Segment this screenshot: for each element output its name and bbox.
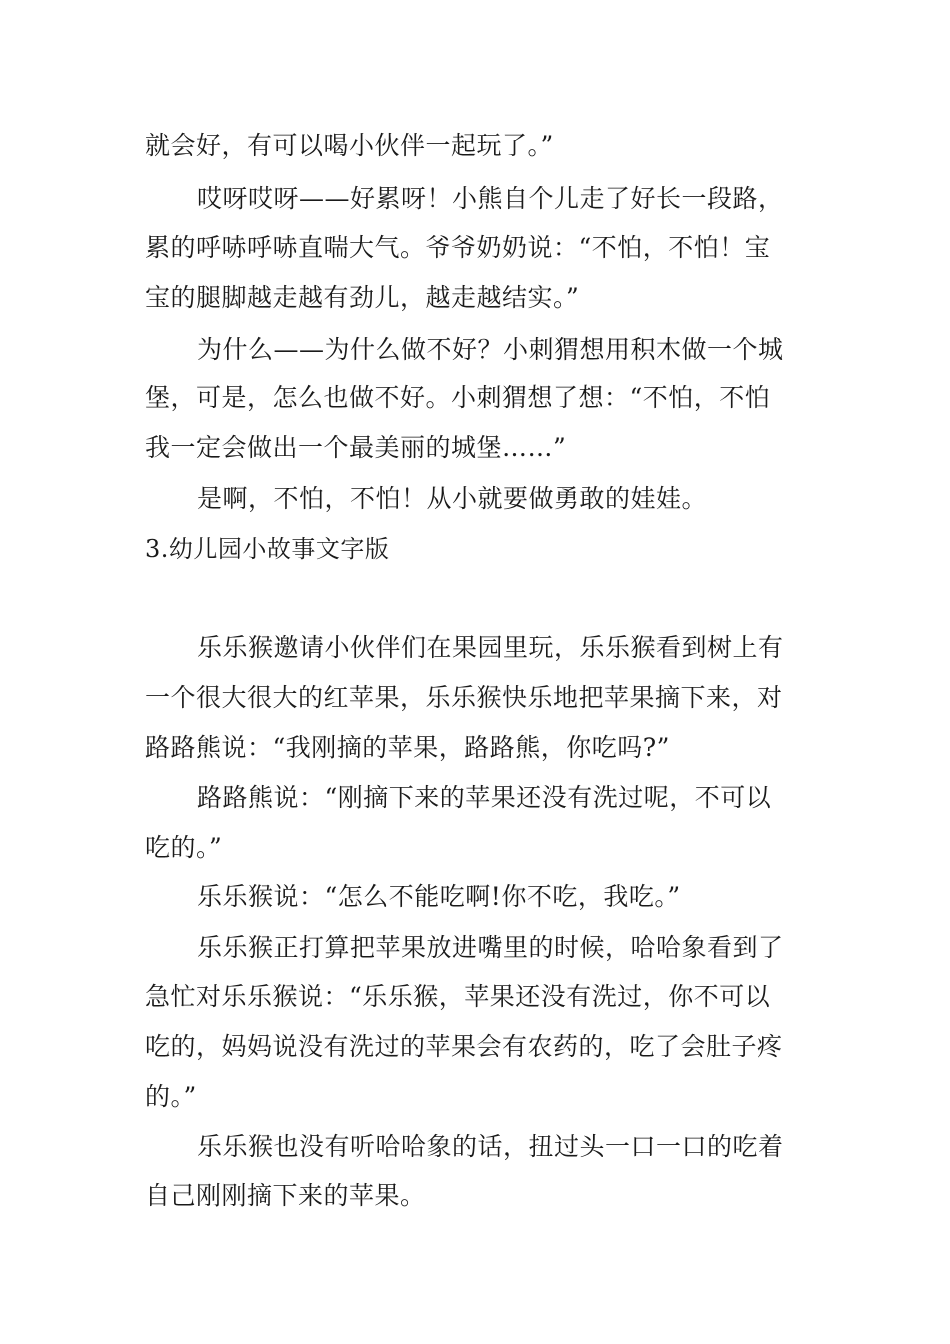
text-line: 累的呼哧呼哧直喘大气。爷爷奶奶说：“不怕，不怕！宝 — [145, 233, 771, 262]
text-line: 乐乐猴邀请小伙伴们在果园里玩，乐乐猴看到树上有 — [197, 633, 784, 662]
text-line: 自己刚刚摘下来的苹果。 — [145, 1181, 426, 1210]
text-line: 是啊，不怕，不怕！从小就要做勇敢的娃娃。 — [197, 484, 708, 513]
text-line: 吃的，妈妈说没有洗过的苹果会有农药的，吃了会肚子疼 — [145, 1032, 783, 1061]
text-line: 堡，可是，怎么也做不好。小刺猬想了想：“不怕，不怕 — [145, 383, 771, 412]
text-line: 一个很大很大的红苹果，乐乐猴快乐地把苹果摘下来，对 — [145, 683, 783, 712]
text-line: 就会好，有可以喝小伙伴一起玩了。” — [145, 131, 554, 160]
text-line: 路路熊说：“我刚摘的苹果，路路熊，你吃吗?” — [145, 733, 670, 762]
text-line: 急忙对乐乐猴说：“乐乐猴，苹果还没有洗过，你不可以 — [145, 982, 771, 1011]
text-line: 乐乐猴正打算把苹果放进嘴里的时候，哈哈象看到了 — [197, 933, 784, 962]
text-line: 宝的腿脚越走越有劲儿，越走越结实。” — [145, 283, 580, 312]
text-line: 我一定会做出一个最美丽的城堡……” — [145, 433, 567, 462]
text-line: 为什么——为什么做不好？小刺猬想用积木做一个城 — [197, 335, 784, 364]
text-line: 乐乐猴说：“怎么不能吃啊!你不吃，我吃。” — [197, 882, 681, 911]
text-line: 路路熊说：“刚摘下来的苹果还没有洗过呢，不可以 — [197, 783, 772, 812]
text-line: 乐乐猴也没有听哈哈象的话，扭过头一口一口的吃着 — [197, 1132, 784, 1161]
section-heading: 3.幼儿园小故事文字版 — [145, 535, 390, 563]
text-line: 的。” — [145, 1082, 197, 1111]
text-line: 哎呀哎呀——好累呀！小熊自个儿走了好长一段路， — [197, 184, 784, 213]
text-line: 吃的。” — [145, 833, 223, 862]
